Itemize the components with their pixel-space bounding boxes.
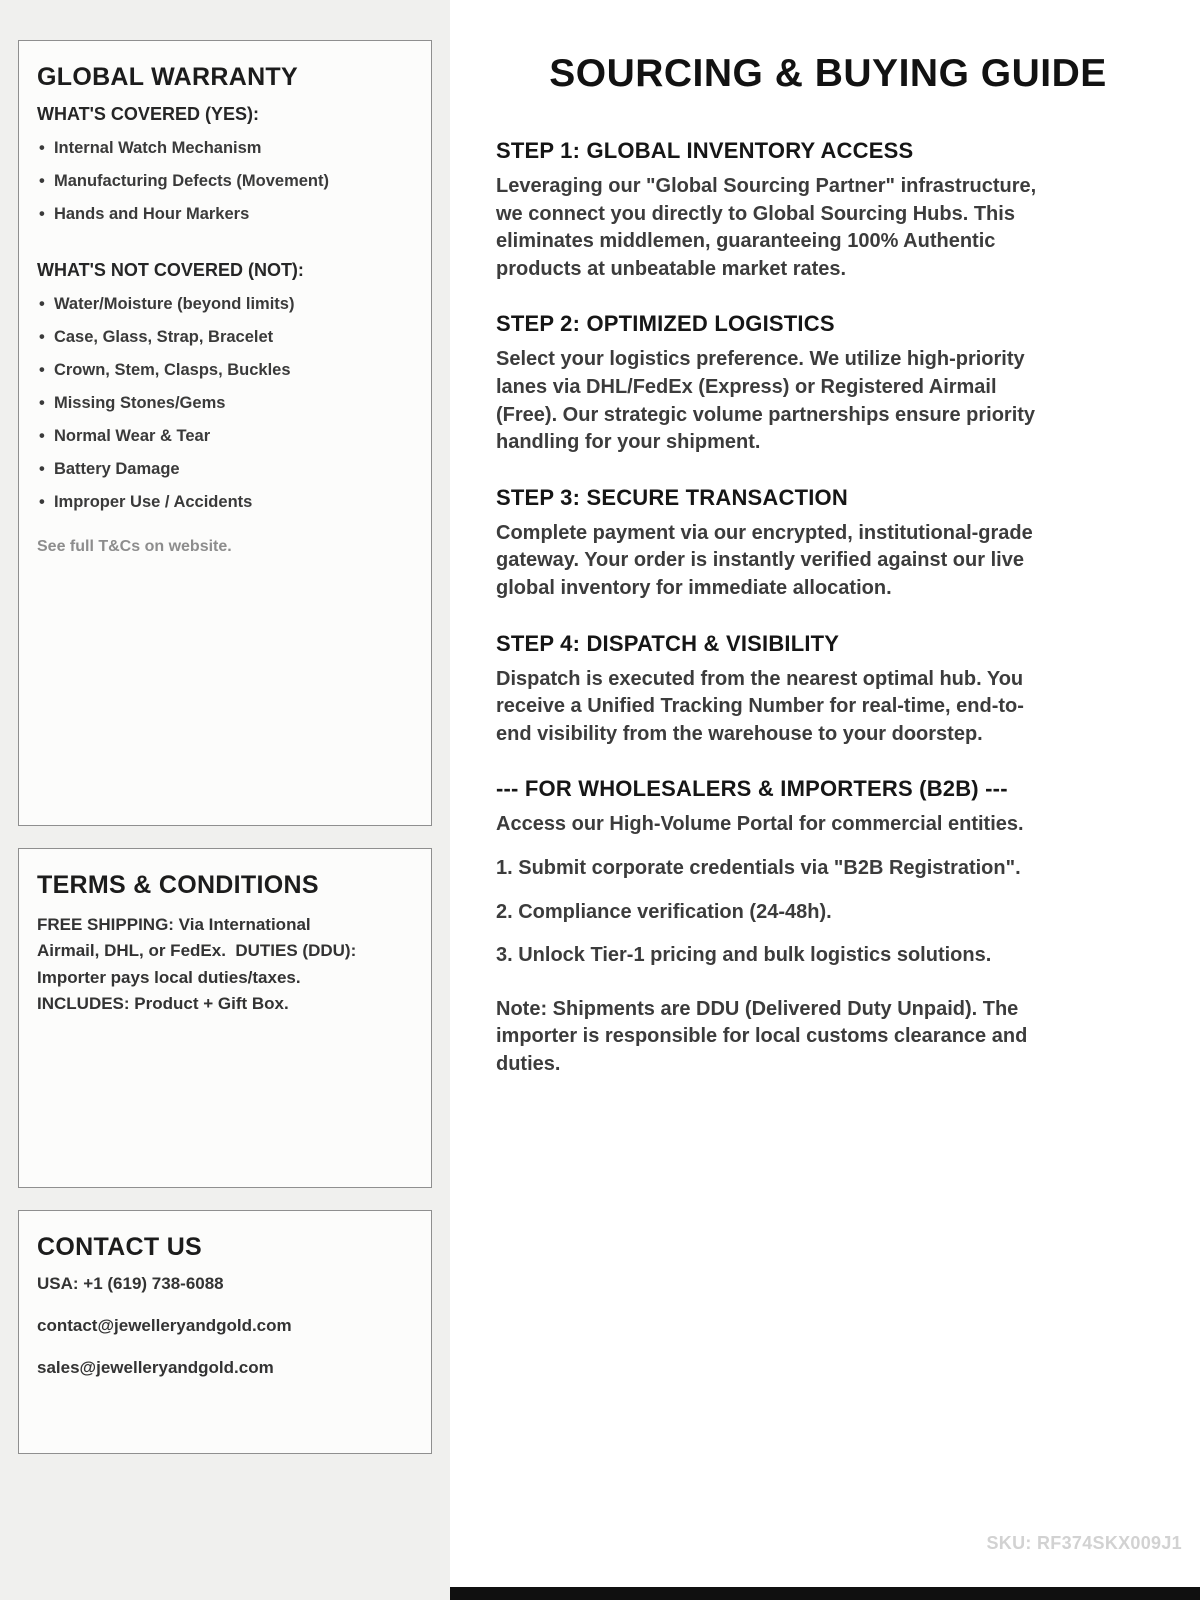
- sku-label: SKU: RF374SKX009J1: [986, 1533, 1182, 1553]
- contact-title: CONTACT US: [37, 1233, 203, 1261]
- terms-title: TERMS & CONDITIONS: [37, 871, 319, 899]
- list-item: • Crown, Stem, Clasps, Buckles: [37, 361, 411, 380]
- list-item: • Battery Damage: [37, 460, 411, 479]
- bottom-bar: [450, 1587, 1200, 1600]
- contact-phone: USA: +1 (619) 738-6088: [37, 1274, 224, 1293]
- list-item: • Normal Wear & Tear: [37, 427, 411, 446]
- contact-card: [18, 1210, 432, 1454]
- global-warranty-card: [18, 40, 432, 826]
- b2b-item: 2. Compliance verification (24-48h).: [496, 900, 832, 923]
- warranty-title: GLOBAL WARRANTY: [37, 63, 298, 91]
- page-title: SOURCING & BUYING GUIDE: [549, 52, 1107, 95]
- b2b-item: 1. Submit corporate credentials via "B2B Registration".: [496, 856, 1021, 879]
- terms-body: FREE SHIPPING: Via International Airmail, DHL, or FedEx. DUTIES (DDU): Importer pays local duties/taxes. INCLUDES: Product + Gift Box.: [37, 915, 361, 1014]
- list-item: • Manufacturing Defects (Movement): [37, 172, 411, 191]
- step-1-section: [496, 138, 1160, 283]
- main-content: [450, 0, 1200, 1600]
- list-item: • Water/Moisture (beyond limits): [37, 295, 411, 314]
- step-3-body: Complete payment via our encrypted, institutional-grade gateway. Your order is instantly verified against our live global inventory for immediate allocation.: [496, 521, 1033, 599]
- step-2-body: Select your logistics preference. We utilize high-priority lanes via DHL/FedEx (Express) or Registered Airmail (Free). Our strategic volume partnerships ensure priority handling for your shipment.: [496, 348, 1036, 454]
- terms-card: [18, 848, 432, 1188]
- step-4-section: [496, 631, 1160, 749]
- list-item: • Internal Watch Mechanism: [37, 139, 411, 158]
- not-covered-list: [37, 295, 411, 512]
- step-3-heading: STEP 3: SECURE TRANSACTION: [496, 484, 848, 510]
- contact-email: contact@jewelleryandgold.com: [37, 1316, 292, 1335]
- not-covered-heading: WHAT'S NOT COVERED (NOT):: [37, 260, 304, 280]
- step-2-heading: STEP 2: OPTIMIZED LOGISTICS: [496, 311, 835, 337]
- step-2-section: [496, 311, 1160, 456]
- covered-heading: WHAT'S COVERED (YES):: [37, 104, 259, 124]
- list-item: • Hands and Hour Markers: [37, 205, 411, 224]
- b2b-section: [496, 776, 1160, 1078]
- b2b-item: 3. Unlock Tier-1 pricing and bulk logistics solutions.: [496, 944, 992, 967]
- step-4-body: Dispatch is executed from the nearest optimal hub. You receive a Unified Tracking Number for real-time, end-to-end visibility from the warehouse to your doorstep.: [496, 667, 1024, 745]
- step-3-section: [496, 485, 1160, 603]
- sales-email: sales@jewelleryandgold.com: [37, 1358, 274, 1377]
- covered-list: [37, 139, 411, 224]
- b2b-note: Note: Shipments are DDU (Delivered Duty Unpaid). The importer is responsible for local customs clearance and duties.: [496, 997, 1028, 1075]
- list-item: • Case, Glass, Strap, Bracelet: [37, 328, 411, 347]
- b2b-intro: Access our High-Volume Portal for commercial entities.: [496, 813, 1024, 836]
- sidebar: [0, 0, 450, 1600]
- step-1-body: Leveraging our "Global Sourcing Partner" infrastructure, we connect you directly to Global Sourcing Hubs. This eliminates middlemen, guaranteeing 100% Authentic products at unbeatable market rates.: [496, 175, 1037, 280]
- list-item: • Improper Use / Accidents: [37, 493, 411, 512]
- step-4-heading: STEP 4: DISPATCH & VISIBILITY: [496, 630, 840, 656]
- warranty-footnote: See full T&Cs on website.: [37, 538, 232, 555]
- step-1-heading: STEP 1: GLOBAL INVENTORY ACCESS: [496, 138, 914, 163]
- b2b-heading: --- FOR WHOLESALERS & IMPORTERS (B2B) ---: [496, 776, 1008, 802]
- list-item: • Missing Stones/Gems: [37, 394, 411, 413]
